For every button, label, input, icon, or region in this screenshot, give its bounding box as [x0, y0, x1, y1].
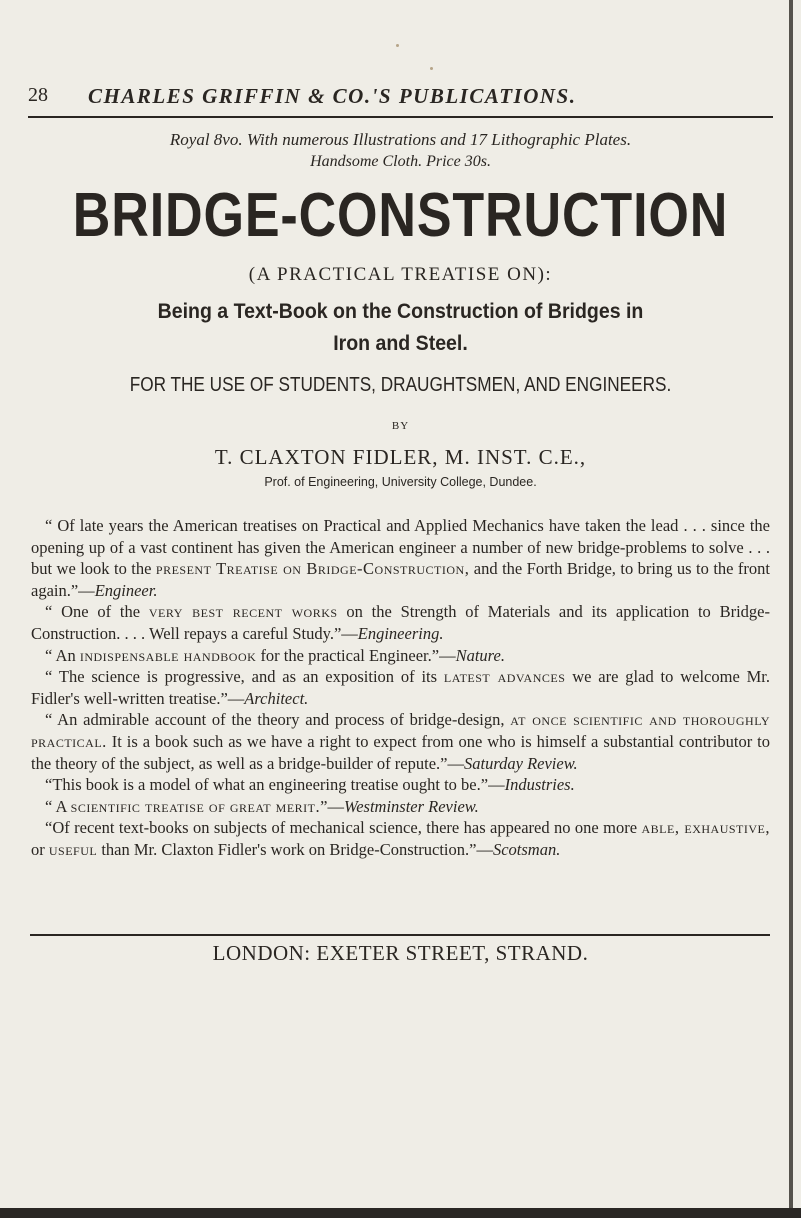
review-quote: “ The science is progressive, and as an exposition of its latest advances we are glad to welcome Mr. Fidler's well-written treatise.”—Architect.	[31, 667, 770, 708]
review-source: Saturday Review.	[463, 753, 578, 773]
description-line-2: Iron and Steel.	[333, 332, 468, 355]
description-line-1: Being a Text-Book on the Construction of Bridges in	[157, 300, 644, 323]
review-quote: “ A scientific treatise of great merit.”—Westminster Review.	[45, 796, 479, 816]
review-source: Scotsman.	[492, 839, 561, 859]
review-quote: “ One of the very best recent works on the Strength of Materials and its application to Bridge-Construction. . . . Well repays a careful Study.”—Engineering.	[31, 602, 770, 643]
imprint-line-2: Handsome Cloth. Price 30s.	[310, 153, 491, 170]
publisher-address: LONDON: EXETER STREET, STRAND.	[212, 941, 589, 965]
running-title: CHARLES GRIFFIN & CO.'S PUBLICATIONS.	[88, 84, 577, 108]
review-source: Industries.	[504, 775, 575, 795]
page-edge-bottom	[0, 1208, 801, 1218]
imprint-line-1: Royal 8vo. With numerous Illustrations and 17 Lithographic Plates.	[169, 130, 632, 149]
review-source: Architect.	[244, 688, 309, 708]
page-edge-right	[789, 0, 793, 1218]
paper-speck	[396, 44, 399, 47]
review-quote: “Of recent text-books on subjects of mechanical science, there has appeared no one more able, exhaustive, or useful than Mr. Claxton Fidler's work on Bridge-Construction.”—Scotsman.	[31, 818, 770, 859]
review-quotes	[31, 515, 770, 861]
review-source: Westminster Review.	[343, 796, 479, 816]
footer-rule	[30, 934, 770, 936]
review-quote: “ An indispensable handbook for the practical Engineer.”—Nature.	[45, 645, 505, 665]
review-quote: “ Of late years the American treatises on Practical and Applied Mechanics have taken the lead . . . since the opening up of a vast continent has given the American engineer a number of new bridge-problems to solve . . . but we look to the present Treatise on Bridge-Construction, and the Forth Bridge, to bring us to the front again.”—Engineer.	[31, 516, 771, 600]
review-source: Engineering.	[357, 623, 444, 643]
review-quote: “This book is a model of what an engineering treatise ought to be.”—Industries.	[45, 775, 575, 795]
author-affiliation: Prof. of Engineering, University College, Dundee.	[264, 475, 537, 489]
book-title: BRIDGE-CONSTRUCTION	[72, 181, 729, 250]
paper-speck	[430, 67, 433, 70]
page-header	[28, 84, 768, 114]
review-source: Engineer.	[94, 580, 158, 600]
by-label: BY	[391, 420, 410, 432]
header-rule	[28, 116, 773, 118]
page-number: 28	[28, 84, 48, 106]
audience-line: FOR THE USE OF STUDENTS, DRAUGHTSMEN, AND ENGINEERS.	[129, 374, 672, 396]
author-name: T. CLAXTON FIDLER, M. INST. C.E.,	[214, 445, 587, 469]
review-source: Nature.	[455, 645, 505, 665]
book-subtitle: (A PRACTICAL TREATISE ON):	[248, 264, 553, 285]
review-quote: “ An admirable account of the theory and process of bridge-design, at once scientific and thoroughly practical. It is a book such as we have a right to expect from one who is himself a substantial contributor to the theory of the subject, as well as a bridge-builder of repute.”—Saturday Review.	[31, 710, 771, 773]
